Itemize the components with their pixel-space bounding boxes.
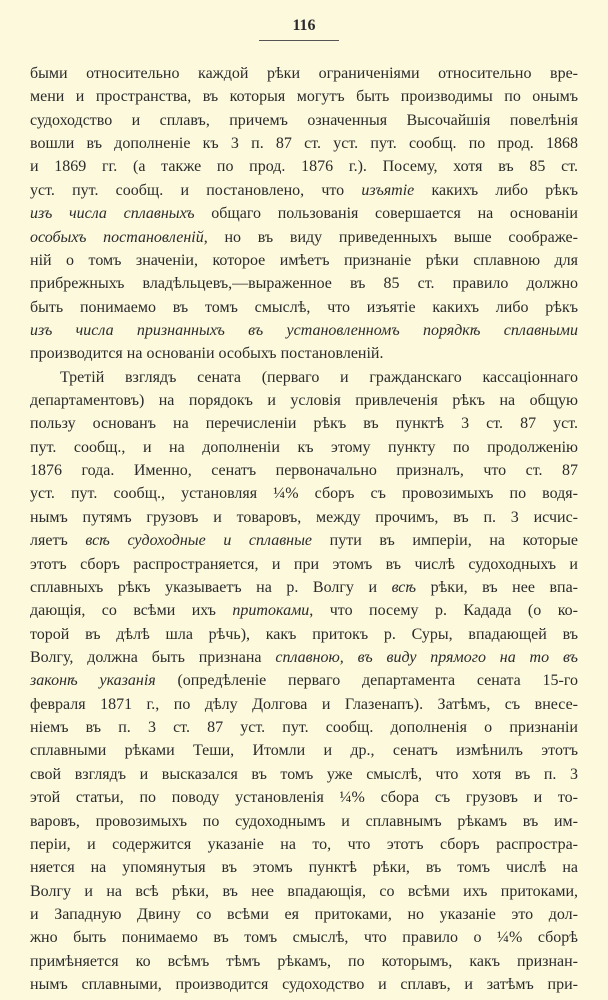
text-line: [30, 739, 578, 762]
text-line: [30, 810, 578, 833]
body-text: [30, 62, 578, 996]
text-segment: Волгу и на всѣ рѣки, въ нее впадающія, со всѣми ихъ притоками,: [30, 882, 578, 900]
page-number: 116: [292, 17, 316, 34]
text-segment: , но въ виду приведенныхъ выше соображе-: [203, 228, 578, 246]
text-segment: нымъ путямъ грузовъ и товаровъ, между прочимъ, въ п. 3 исчис-: [30, 508, 578, 526]
text-line: [30, 669, 578, 692]
text-line: [30, 926, 578, 949]
text-segment: ній о томъ значеніи, которое имѣетъ признаніе рѣки сплавною для: [30, 251, 578, 269]
text-line: [30, 599, 578, 622]
text-segment: варовъ, провозимыхъ по судоходнымъ и сплавнымъ рѣкамъ въ им-: [30, 812, 578, 830]
text-line: [30, 506, 578, 529]
italic-text: всѣ судоходные и сплавные: [85, 532, 313, 550]
text-segment: , что посему р. Кадада (о ко-: [309, 602, 578, 620]
text-line: [30, 272, 578, 295]
text-line: [30, 693, 578, 716]
italic-text: законѣ указанія: [30, 672, 156, 690]
text-line: [30, 436, 578, 459]
text-line: [30, 482, 578, 505]
text-line: [30, 132, 578, 155]
text-line: [30, 319, 578, 342]
text-segment: ляетъ: [30, 532, 86, 550]
text-line: [30, 786, 578, 809]
text-segment: примѣняется ко всѣмъ тѣмъ рѣкамъ, по которымъ, какъ признан-: [30, 952, 578, 970]
text-segment: прибрежныхъ владѣльцевъ,—выраженное въ 85 ст. правило должно: [30, 275, 578, 293]
text-line: [30, 833, 578, 856]
text-line: [30, 576, 578, 599]
italic-text: изъ числа признанныхъ въ установленномъ порядкѣ сплавными: [30, 321, 578, 339]
text-segment: быми относительно каждой рѣки ограниченіями относительно вре-: [30, 65, 578, 82]
text-segment: періи, и содержится указаніе на то, что этотъ сборъ распростра-: [30, 835, 578, 853]
text-segment: няется на упомянутыя въ этомъ пунктѣ рѣки, въ томъ числѣ на: [30, 859, 578, 877]
italic-text: притоками: [232, 602, 310, 620]
text-line: [30, 109, 578, 132]
text-segment: и 1869 гг. (а также по прод. 1876 г.). Посему, хотя въ 85 ст.: [30, 158, 578, 176]
text-line: [30, 366, 578, 389]
text-segment: Волгу, должна быть признана: [30, 648, 276, 666]
italic-text: изъятіе: [361, 181, 415, 199]
text-segment: жно быть понимаемо въ томъ смыслѣ, что правило о ¼% сборѣ: [30, 929, 578, 947]
italic-text: особыхъ постановленій: [30, 228, 204, 246]
text-segment: торой въ дѣлѣ шла рѣчь), какъ притокъ р. Суры, впадающей въ: [30, 625, 578, 643]
text-line: [30, 646, 578, 669]
text-segment: производится на основаніи особыхъ постановленій.: [30, 345, 384, 363]
text-segment: какихъ либо рѣкъ: [414, 181, 578, 199]
text-line: [30, 296, 578, 319]
text-line: [30, 623, 578, 646]
text-line: [30, 903, 578, 926]
text-segment: сплавными рѣками Теши, Итомли и др., сенатъ измѣнилъ этотъ: [30, 742, 578, 760]
text-line: [30, 716, 578, 739]
text-segment: пут. сообщ., и на дополненіи къ этому пункту по продолженію: [30, 438, 578, 456]
text-segment: общаго пользованія совершается на основаніи: [194, 205, 578, 223]
text-line: [30, 179, 578, 202]
text-segment: этой статьи, по поводу установленія ¼% сбора съ грузовъ и то-: [30, 789, 578, 807]
text-line: [30, 880, 578, 903]
text-segment: февраля 1871 г., по дѣлу Долгова и Глазенапъ). Затѣмъ, съ внесе-: [30, 695, 578, 713]
text-segment: департаментовъ) на порядокъ и условія привлеченія рѣкъ на общую: [30, 392, 578, 410]
text-segment: судоходство и сплавъ, причемъ означенныя Высочайшія повелѣнія: [30, 111, 578, 129]
italic-text: изъ числа сплавныхъ: [30, 205, 195, 223]
text-segment: пользу основанъ на перечисленіи рѣкъ въ пунктѣ 3 ст. 87 уст.: [30, 415, 578, 433]
text-line: [30, 973, 578, 996]
text-segment: и Западную Двину со всѣми ея притоками, но указаніе это дол-: [30, 905, 578, 923]
text-segment: рѣки, въ нее впа-: [416, 578, 579, 596]
text-segment: вошли въ дополненіе къ 3 п. 87 ст. уст. пут. сообщ. по прод. 1868: [30, 135, 578, 153]
text-line: [30, 62, 578, 85]
text-segment: уст. пут. сообщ. и постановлено, что: [30, 181, 362, 199]
text-line: [30, 155, 578, 178]
text-line: [30, 202, 578, 225]
text-line: [30, 763, 578, 786]
text-segment: (опредѣленіе перваго департамента сената 15-го: [155, 672, 578, 690]
text-line: [30, 412, 578, 435]
text-segment: уст. пут. сообщ., установляя ¼% сборъ съ провозимыхъ по водя-: [30, 485, 578, 503]
text-segment: 1876 года. Именно, сенатъ первоначально призналъ, что ст. 87: [30, 462, 578, 480]
text-line: [30, 85, 578, 108]
text-segment: мени и пространства, въ которыя могутъ быть производимы по онымъ: [30, 88, 578, 106]
text-segment: сплавныхъ рѣкъ указываетъ на р. Волгу и: [30, 578, 392, 596]
text-segment: быть понимаемо въ томъ смыслѣ, что изъятіе какихъ либо рѣкъ: [30, 298, 578, 316]
italic-text: всѣ: [391, 578, 417, 596]
text-segment: нымъ сплавными, производится судоходство и сплавъ, и затѣмъ при-: [30, 976, 578, 994]
text-segment: этотъ сборъ распространяется, и при этомъ въ числѣ судоходныхъ и: [30, 555, 578, 573]
text-line: [30, 529, 578, 552]
text-line: [30, 249, 578, 272]
text-line: [30, 459, 578, 482]
italic-text: сплавною, въ виду прямого на то въ: [275, 648, 578, 666]
text-line: [30, 342, 578, 365]
text-line: [30, 950, 578, 973]
text-line: [30, 856, 578, 879]
text-segment: ніемъ въ п. 3 ст. 87 уст. пут. сообщ. дополненія о признаніи: [30, 719, 578, 737]
text-line: [30, 226, 578, 249]
text-segment: Третій взглядъ сената (перваго и гражданскаго кассаціоннаго: [60, 368, 578, 386]
text-line: [30, 389, 578, 412]
text-segment: свой взглядъ и высказался въ томъ уже смыслѣ, что хотя въ п. 3: [30, 765, 578, 783]
page-number-rule: [259, 40, 339, 41]
text-line: [30, 553, 578, 576]
text-segment: пути въ имперіи, на которые: [312, 532, 579, 550]
text-segment: дающія, со всѣми ихъ: [30, 602, 233, 620]
